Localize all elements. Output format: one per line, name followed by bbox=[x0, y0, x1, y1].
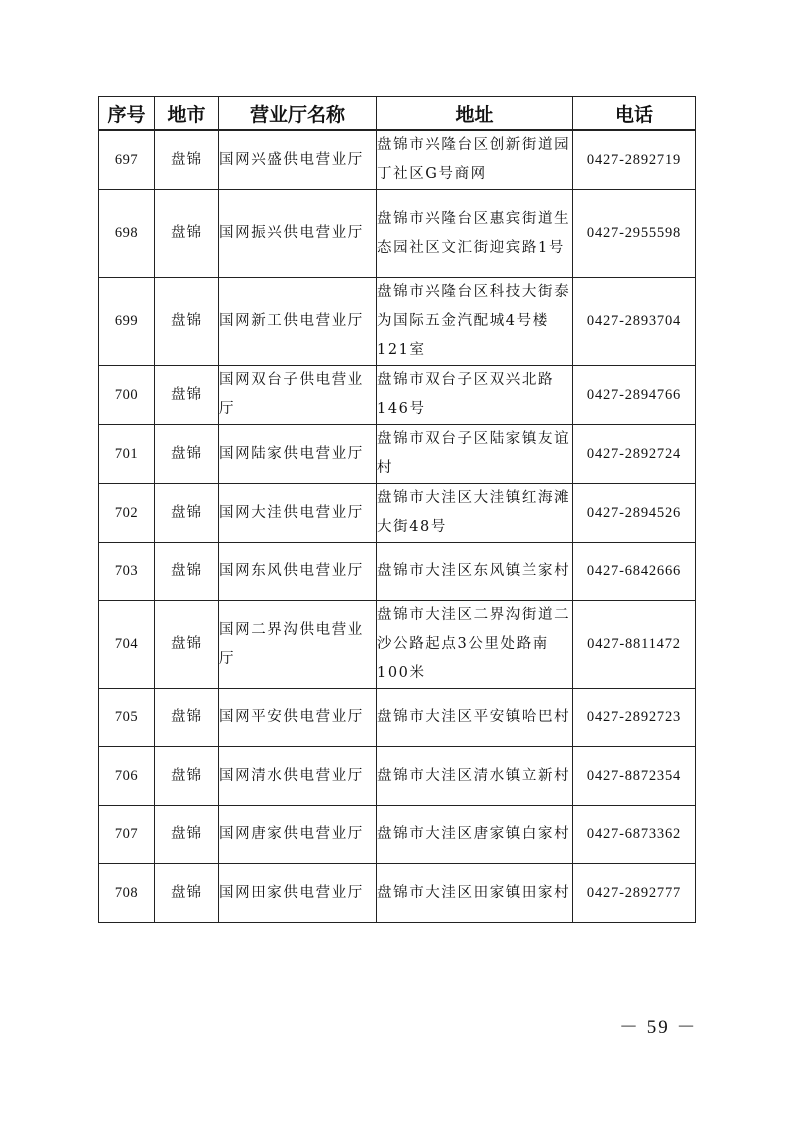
row-number: 697 bbox=[99, 130, 155, 190]
row-phone: 0427-2892723 bbox=[573, 689, 696, 747]
row-number: 708 bbox=[99, 864, 155, 923]
row-hall-name: 国网振兴供电营业厅 bbox=[219, 190, 377, 278]
row-address: 盘锦市兴隆台区科技大街泰为国际五金汽配城4号楼121室 bbox=[377, 278, 573, 366]
row-city: 盘锦 bbox=[155, 278, 219, 366]
row-phone: 0427-2894526 bbox=[573, 484, 696, 543]
table-body bbox=[99, 130, 696, 923]
row-phone: 0427-2894766 bbox=[573, 366, 696, 425]
table-header-row bbox=[99, 97, 696, 131]
header-phone: 电话 bbox=[573, 97, 696, 131]
row-address: 盘锦市双台子区双兴北路146号 bbox=[377, 366, 573, 425]
row-city: 盘锦 bbox=[155, 806, 219, 864]
table-row bbox=[99, 366, 696, 425]
row-address: 盘锦市大洼区大洼镇红海滩大街48号 bbox=[377, 484, 573, 543]
row-number: 704 bbox=[99, 601, 155, 689]
header-hall-name: 营业厅名称 bbox=[219, 97, 377, 131]
row-number: 698 bbox=[99, 190, 155, 278]
header-city: 地市 bbox=[155, 97, 219, 131]
row-city: 盘锦 bbox=[155, 190, 219, 278]
table-row bbox=[99, 689, 696, 747]
row-city: 盘锦 bbox=[155, 425, 219, 484]
row-phone: 0427-2955598 bbox=[573, 190, 696, 278]
table-row bbox=[99, 864, 696, 923]
row-phone: 0427-6873362 bbox=[573, 806, 696, 864]
row-address: 盘锦市双台子区陆家镇友谊村 bbox=[377, 425, 573, 484]
row-phone: 0427-2893704 bbox=[573, 278, 696, 366]
header-address: 地址 bbox=[377, 97, 573, 131]
service-hall-table bbox=[98, 96, 696, 923]
row-city: 盘锦 bbox=[155, 601, 219, 689]
row-hall-name: 国网兴盛供电营业厅 bbox=[219, 130, 377, 190]
row-city: 盘锦 bbox=[155, 864, 219, 923]
row-number: 702 bbox=[99, 484, 155, 543]
header-number: 序号 bbox=[99, 97, 155, 131]
table-row bbox=[99, 806, 696, 864]
table-row bbox=[99, 601, 696, 689]
row-number: 700 bbox=[99, 366, 155, 425]
row-hall-name: 国网陆家供电营业厅 bbox=[219, 425, 377, 484]
row-hall-name: 国网平安供电营业厅 bbox=[219, 689, 377, 747]
row-number: 703 bbox=[99, 543, 155, 601]
row-hall-name: 国网田家供电营业厅 bbox=[219, 864, 377, 923]
row-address: 盘锦市大洼区田家镇田家村 bbox=[377, 864, 573, 923]
table-row bbox=[99, 278, 696, 366]
row-address: 盘锦市大洼区东风镇兰家村 bbox=[377, 543, 573, 601]
row-city: 盘锦 bbox=[155, 543, 219, 601]
row-hall-name: 国网唐家供电营业厅 bbox=[219, 806, 377, 864]
row-address: 盘锦市大洼区平安镇哈巴村 bbox=[377, 689, 573, 747]
row-hall-name: 国网二界沟供电营业厅 bbox=[219, 601, 377, 689]
table-row bbox=[99, 130, 696, 190]
row-hall-name: 国网双台子供电营业厅 bbox=[219, 366, 377, 425]
row-phone: 0427-2892724 bbox=[573, 425, 696, 484]
row-hall-name: 国网东风供电营业厅 bbox=[219, 543, 377, 601]
row-phone: 0427-6842666 bbox=[573, 543, 696, 601]
row-number: 701 bbox=[99, 425, 155, 484]
row-address: 盘锦市大洼区二界沟街道二沙公路起点3公里处路南100米 bbox=[377, 601, 573, 689]
row-address: 盘锦市大洼区清水镇立新村 bbox=[377, 747, 573, 806]
row-hall-name: 国网大洼供电营业厅 bbox=[219, 484, 377, 543]
row-number: 699 bbox=[99, 278, 155, 366]
row-number: 707 bbox=[99, 806, 155, 864]
row-phone: 0427-2892777 bbox=[573, 864, 696, 923]
row-phone: 0427-8811472 bbox=[573, 601, 696, 689]
row-number: 706 bbox=[99, 747, 155, 806]
row-phone: 0427-2892719 bbox=[573, 130, 696, 190]
row-city: 盘锦 bbox=[155, 747, 219, 806]
table-row bbox=[99, 190, 696, 278]
table-row bbox=[99, 425, 696, 484]
row-address: 盘锦市兴隆台区惠宾街道生态园社区文汇街迎宾路1号 bbox=[377, 190, 573, 278]
row-city: 盘锦 bbox=[155, 484, 219, 543]
page-number: － 59 － bbox=[619, 1017, 698, 1038]
row-city: 盘锦 bbox=[155, 130, 219, 190]
table-row bbox=[99, 484, 696, 543]
row-address: 盘锦市大洼区唐家镇白家村 bbox=[377, 806, 573, 864]
row-number: 705 bbox=[99, 689, 155, 747]
row-hall-name: 国网新工供电营业厅 bbox=[219, 278, 377, 366]
row-city: 盘锦 bbox=[155, 689, 219, 747]
row-phone: 0427-8872354 bbox=[573, 747, 696, 806]
table-row bbox=[99, 747, 696, 806]
row-address: 盘锦市兴隆台区创新街道园丁社区G号商网 bbox=[377, 130, 573, 190]
row-city: 盘锦 bbox=[155, 366, 219, 425]
row-hall-name: 国网清水供电营业厅 bbox=[219, 747, 377, 806]
table-row bbox=[99, 543, 696, 601]
